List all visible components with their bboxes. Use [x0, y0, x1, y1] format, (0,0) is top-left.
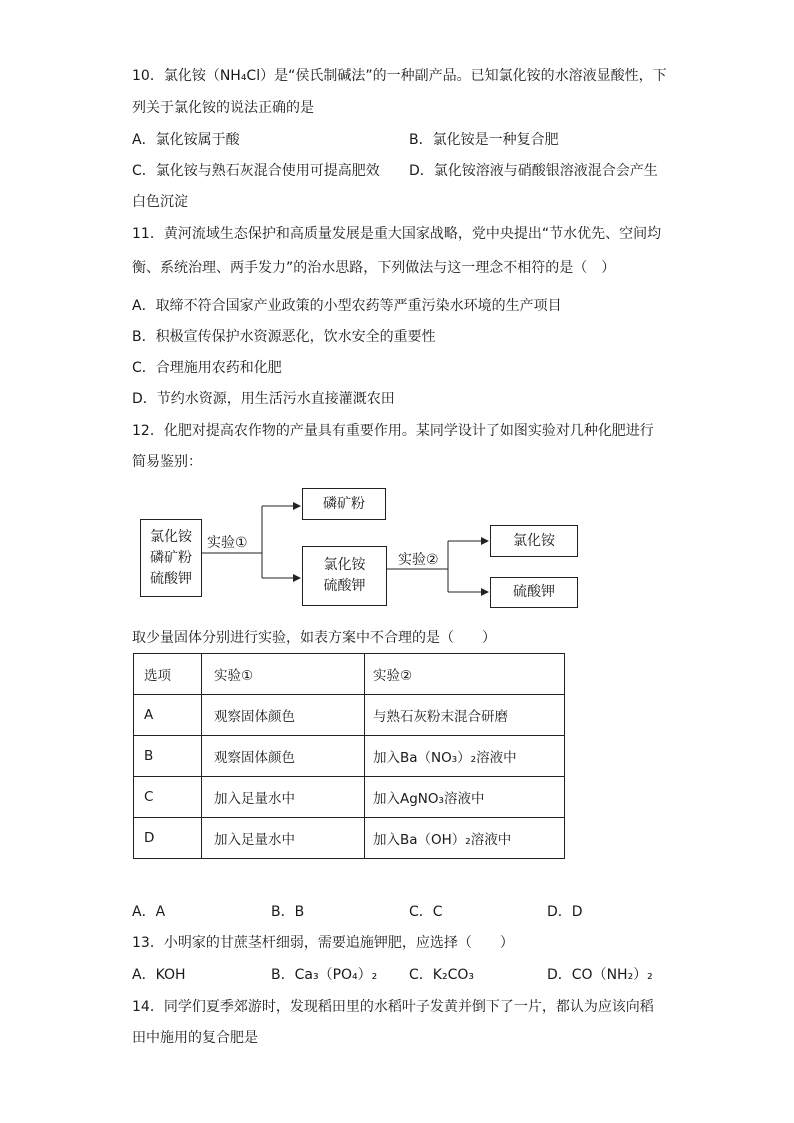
- q12-stem-line2: 简易鉴别：: [132, 454, 202, 470]
- q11-option-a: A．取缔不符合国家产业政策的小型农药等严重污染水环境的生产项目: [132, 298, 562, 314]
- result-text: 磷矿粉: [323, 495, 365, 512]
- start-box: [140, 519, 202, 597]
- exp2-label: 实验②: [398, 552, 439, 568]
- table-cell: 观察固体颜色: [202, 736, 365, 777]
- q10-option-a: A．氯化铵属于酸: [132, 132, 240, 148]
- q14-stem-line1: 14．同学们夏季郊游时，发现稻田里的水稻叶子发黄并倒下了一片，都认为应该向稻: [132, 999, 654, 1015]
- q11-option-d: D．节约水资源，用生活污水直接灌溉农田: [132, 391, 395, 407]
- table-header: 实验②: [365, 654, 565, 695]
- table-cell: 观察固体颜色: [202, 695, 365, 736]
- q10-option-d-cont: 白色沉淀: [132, 194, 188, 210]
- q10-option-d: D．氯化铵溶液与硝酸银溶液混合会产生: [409, 163, 658, 179]
- q12-option-b: B．B: [271, 904, 305, 920]
- start-item: 硫酸钾: [150, 570, 192, 587]
- table-row: [134, 736, 565, 777]
- table-cell: 加入足量水中: [202, 777, 365, 818]
- q11-option-b: B．积极宣传保护水资源恶化，饮水安全的重要性: [132, 329, 436, 345]
- table-cell: B: [134, 736, 202, 777]
- q10-stem-line1: 10．氯化铵（NH₄Cl）是“侯氏制碱法”的一种副产品。已知氯化铵的水溶液显酸性，下: [132, 68, 667, 84]
- q10-stem-line2: 列关于氯化铵的说法正确的是: [132, 100, 314, 116]
- table-cell: 与熟石灰粉末混合研磨: [365, 695, 565, 736]
- middle-item: 硫酸钾: [323, 578, 366, 594]
- result-box-potassium: [490, 577, 578, 608]
- q12-option-d: D．D: [547, 904, 583, 920]
- q12-question: 取少量固体分别进行实验，如表方案中不合理的是（ ）: [132, 630, 496, 646]
- table-row: [134, 695, 565, 736]
- result-text: 硫酸钾: [513, 584, 555, 600]
- q13-option-d: D．CO（NH₂）₂: [547, 967, 653, 983]
- middle-item: 氯化铵: [323, 557, 366, 573]
- table-row: [134, 818, 565, 859]
- exp1-label: 实验①: [207, 535, 248, 551]
- start-item: 磷矿粉: [150, 549, 192, 566]
- table-cell: 加入足量水中: [202, 818, 365, 859]
- q10-option-b: B．氯化铵是一种复合肥: [409, 132, 559, 148]
- q12-option-c: C．C: [409, 904, 443, 920]
- start-item: 氯化铵: [150, 528, 192, 545]
- result-box-ammonium: [490, 525, 578, 557]
- table-cell: A: [134, 695, 202, 736]
- result-box-phosphate: [302, 488, 386, 520]
- table-header: 实验①: [202, 654, 365, 695]
- q14-stem-line2: 田中施用的复合肥是: [132, 1030, 258, 1046]
- q10-option-c: C．氯化铵与熟石灰混合使用可提高肥效: [132, 163, 380, 179]
- middle-box: [302, 546, 387, 606]
- q11-stem-line2: 衡、系统治理、两手发力”的治水思路，下列做法与这一理念不相符的是（ ）: [132, 260, 616, 276]
- q13-stem: 13．小明家的甘蔗茎杆细弱，需要追施钾肥，应选择（ ）: [132, 935, 514, 951]
- table-cell: 加入Ba（NO₃）₂溶液中: [365, 736, 565, 777]
- q13-option-c: C．K₂CO₃: [409, 967, 474, 983]
- table-cell: 加入AgNO₃溶液中: [365, 777, 565, 818]
- q12-stem-line1: 12．化肥对提高农作物的产量具有重要作用。某同学设计了如图实验对几种化肥进行: [132, 423, 654, 439]
- q12-option-a: A．A: [132, 904, 166, 920]
- table-cell: 加入Ba（OH）₂溶液中: [365, 818, 565, 859]
- q12-options-table: [133, 653, 565, 859]
- table-cell: D: [134, 818, 202, 859]
- q13-option-b: B．Ca₃（PO₄）₂: [271, 967, 378, 983]
- result-text: 氯化铵: [513, 532, 555, 549]
- table-row: [134, 777, 565, 818]
- table-header: 选项: [134, 654, 202, 695]
- table-cell: C: [134, 777, 202, 818]
- q13-option-a: A．KOH: [132, 967, 186, 983]
- q11-option-c: C．合理施用农药和化肥: [132, 360, 282, 376]
- table-header-row: [134, 654, 565, 695]
- q11-stem-line1: 11．黄河流域生态保护和高质量发展是重大国家战略，党中央提出“节水优先、空间均: [132, 226, 662, 242]
